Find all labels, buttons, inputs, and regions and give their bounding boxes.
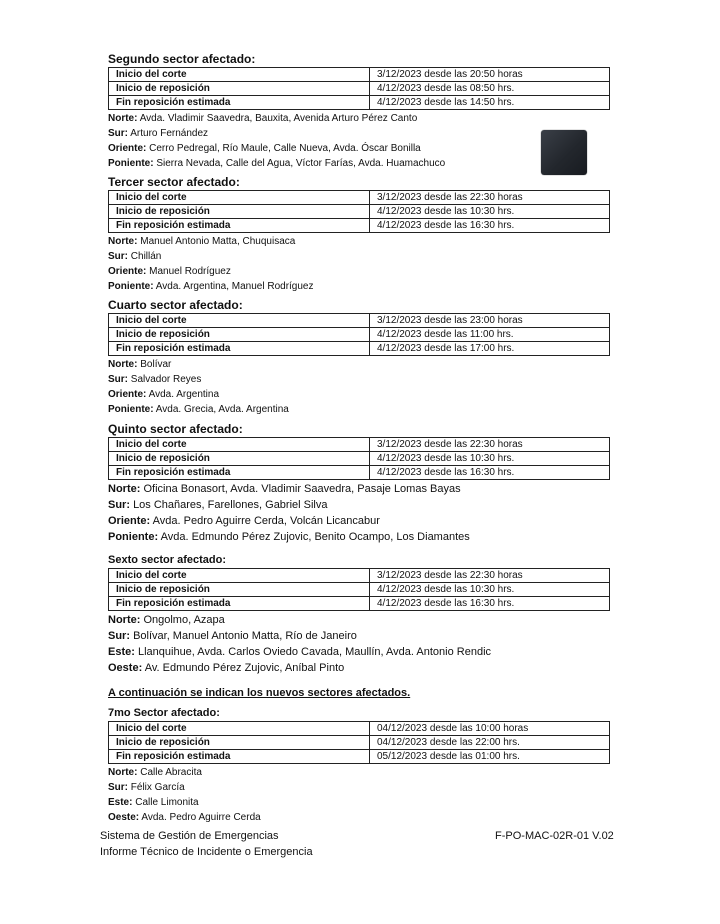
sector-title: Cuarto sector afectado:	[108, 298, 243, 312]
boundary-line: Oeste: Avda. Pedro Aguirre Cerda	[108, 812, 261, 823]
boundary-line: Este: Llanquihue, Avda. Carlos Oviedo Cavada, Maullín, Avda. Antonio Rendic	[108, 646, 492, 658]
sector-septimo	[108, 706, 613, 825]
boundary-line: Norte: Calle Abracita	[108, 767, 202, 778]
sector-quinto	[108, 422, 613, 545]
boundary-line: Oriente: Manuel Rodríguez	[108, 266, 231, 277]
footer-doc-code: F-PO-MAC-02R-01 V.02	[495, 830, 614, 842]
sector-title: Quinto sector afectado:	[108, 422, 243, 436]
boundary-line: Sur: Bolívar, Manuel Antonio Matta, Río de Janeiro	[108, 630, 357, 642]
sector-title: 7mo Sector afectado:	[108, 707, 220, 719]
boundaries-list	[108, 481, 613, 545]
table-row: Inicio de reposición 4/12/2023 desde las 10:30 hrs.	[109, 205, 610, 219]
schedule-table	[108, 67, 610, 110]
table-row: Inicio del corte 3/12/2023 desde las 22:30 horas	[109, 569, 610, 583]
table-row: Fin reposición estimada 4/12/2023 desde las 16:30 hrs.	[109, 466, 610, 480]
table-row: Inicio del corte 3/12/2023 desde las 22:30 horas	[109, 438, 610, 452]
sector-segundo	[108, 52, 613, 171]
footer-line1: Sistema de Gestión de Emergencias	[100, 830, 279, 842]
dark-square-graphic	[541, 130, 587, 175]
footer-line2: Informe Técnico de Incidente o Emergencia	[100, 846, 313, 858]
boundary-line: Sur: Los Chañares, Farellones, Gabriel Silva	[108, 499, 328, 511]
table-row: Inicio del corte 3/12/2023 desde las 20:50 horas	[109, 68, 610, 82]
schedule-table	[108, 568, 610, 611]
schedule-table	[108, 190, 610, 233]
boundary-line: Poniente: Avda. Grecia, Avda. Argentina	[108, 404, 289, 415]
table-row: Inicio de reposición 4/12/2023 desde las 10:30 hrs.	[109, 452, 610, 466]
schedule-table	[108, 437, 610, 480]
table-row: Inicio de reposición 4/12/2023 desde las 10:30 hrs.	[109, 583, 610, 597]
table-row: Fin reposición estimada 4/12/2023 desde las 17:00 hrs.	[109, 342, 610, 356]
boundary-line: Norte: Ongolmo, Azapa	[108, 614, 225, 626]
table-row: Fin reposición estimada 4/12/2023 desde las 16:30 hrs.	[109, 219, 610, 233]
boundaries-list	[108, 234, 613, 294]
table-row: Fin reposición estimada 4/12/2023 desde las 16:30 hrs.	[109, 597, 610, 611]
boundary-line: Oriente: Avda. Pedro Aguirre Cerda, Volcán Licancabur	[108, 515, 380, 527]
table-row: Inicio del corte 04/12/2023 desde las 10:00 horas	[109, 722, 610, 736]
sector-title: Sexto sector afectado:	[108, 554, 226, 566]
boundary-line: Sur: Salvador Reyes	[108, 374, 202, 385]
boundary-line: Sur: Arturo Fernández	[108, 128, 209, 139]
boundary-line: Oriente: Cerro Pedregal, Río Maule, Calle Nueva, Avda. Óscar Bonilla	[108, 143, 421, 154]
boundary-line: Norte: Manuel Antonio Matta, Chuquisaca	[108, 236, 296, 247]
boundaries-list	[108, 357, 613, 417]
boundary-line: Poniente: Avda. Edmundo Pérez Zujovic, Benito Ocampo, Los Diamantes	[108, 531, 470, 543]
table-row: Inicio del corte 3/12/2023 desde las 22:30 horas	[109, 191, 610, 205]
boundaries-list	[108, 765, 613, 825]
table-row: Fin reposición estimada 05/12/2023 desde las 01:00 hrs.	[109, 750, 610, 764]
boundary-line: Norte: Oficina Bonasort, Avda. Vladimir Saavedra, Pasaje Lomas Bayas	[108, 483, 461, 495]
sector-sexto	[108, 553, 613, 676]
new-sectors-notice: A continuación se indican los nuevos sectores afectados.	[108, 687, 411, 699]
table-row: Fin reposición estimada 4/12/2023 desde las 14:50 hrs.	[109, 96, 610, 110]
sector-tercer	[108, 175, 613, 294]
schedule-table	[108, 313, 610, 356]
schedule-table	[108, 721, 610, 764]
sector-title: Tercer sector afectado:	[108, 175, 240, 189]
boundaries-list	[108, 111, 613, 171]
boundary-line: Sur: Félix García	[108, 782, 185, 793]
boundary-line: Este: Calle Limonita	[108, 797, 199, 808]
table-row: Inicio de reposición 04/12/2023 desde las 22:00 hrs.	[109, 736, 610, 750]
boundary-line: Oriente: Avda. Argentina	[108, 389, 220, 400]
table-row: Inicio de reposición 4/12/2023 desde las 11:00 hrs.	[109, 328, 610, 342]
sector-title: Segundo sector afectado:	[108, 52, 256, 66]
table-row: Inicio de reposición 4/12/2023 desde las 08:50 hrs.	[109, 82, 610, 96]
boundary-line: Norte: Bolívar	[108, 359, 172, 370]
table-row: Inicio del corte 3/12/2023 desde las 23:00 horas	[109, 314, 610, 328]
boundary-line: Poniente: Sierra Nevada, Calle del Agua, Víctor Farías, Avda. Huamachuco	[108, 158, 446, 169]
sector-cuarto	[108, 298, 613, 417]
footer-system	[100, 828, 313, 860]
boundary-line: Poniente: Avda. Argentina, Manuel Rodríguez	[108, 281, 314, 292]
boundary-line: Sur: Chillán	[108, 251, 162, 262]
boundaries-list	[108, 612, 613, 676]
boundary-line: Oeste: Av. Edmundo Pérez Zujovic, Aníbal Pinto	[108, 662, 345, 674]
boundary-line: Norte: Avda. Vladimir Saavedra, Bauxita, Avenida Arturo Pérez Canto	[108, 113, 418, 124]
